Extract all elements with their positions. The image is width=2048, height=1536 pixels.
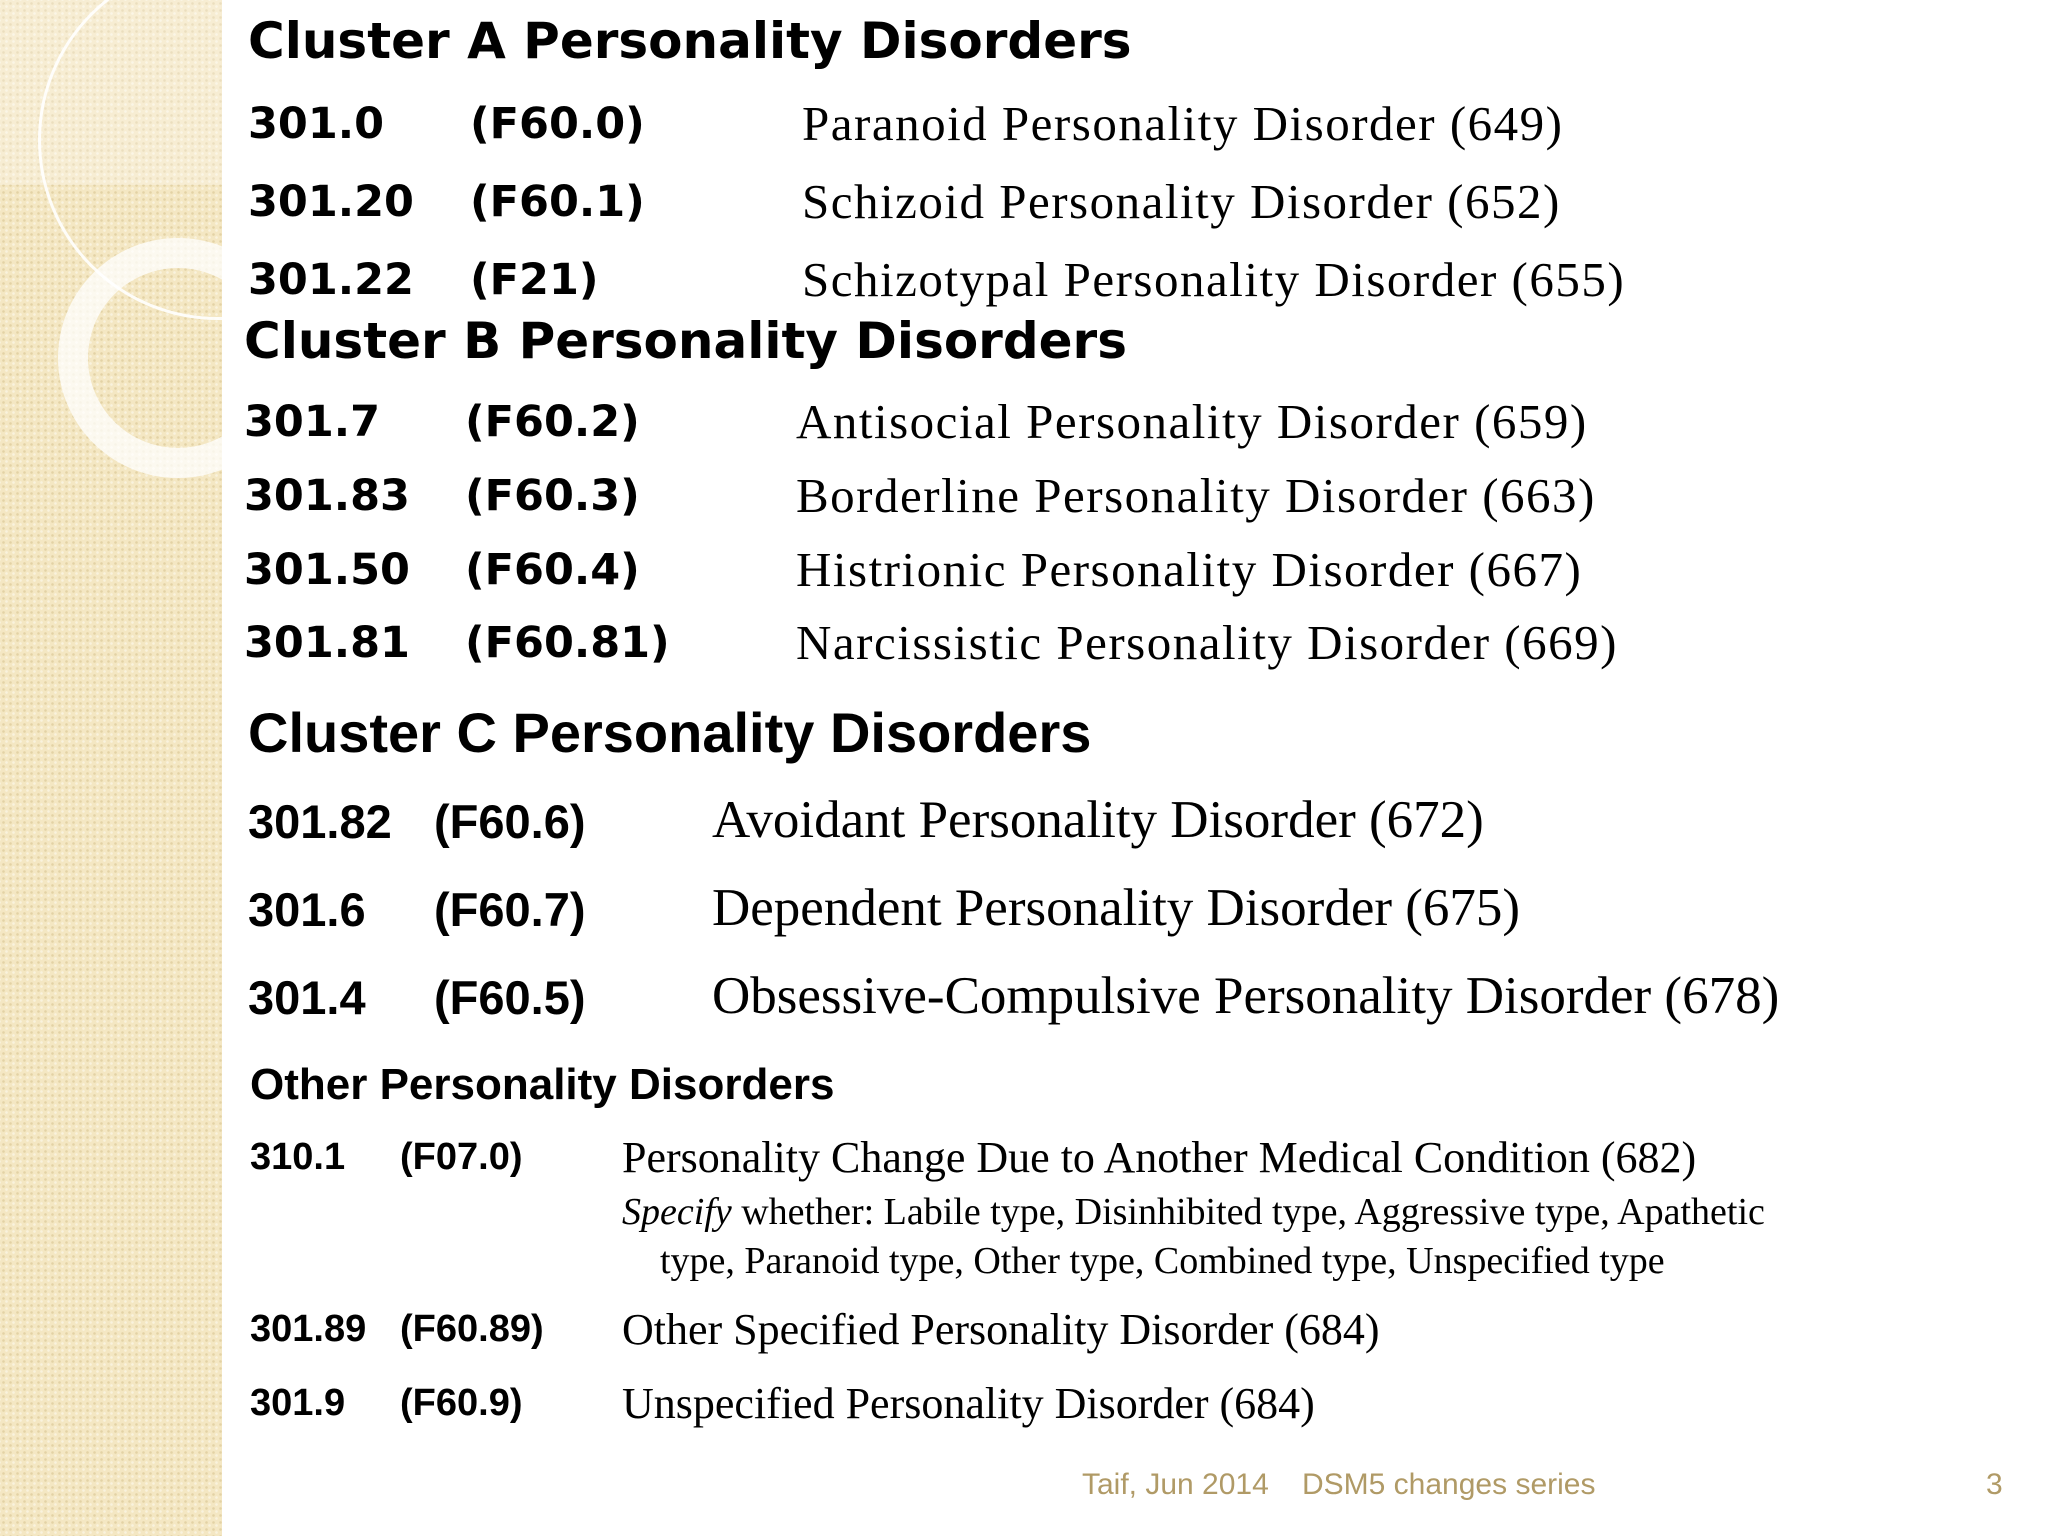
other-disorders-heading: Other Personality Disorders <box>250 1060 835 1109</box>
icd-code: (F60.9) <box>400 1382 523 1424</box>
icd-code: (F21) <box>470 255 599 305</box>
footer-location-date: Taif, Jun 2014 <box>1082 1468 1269 1501</box>
icd-code: (F60.4) <box>465 545 640 595</box>
disorder-name: Avoidant Personality Disorder (672) <box>712 791 1484 849</box>
icd-code: (F60.89) <box>400 1308 544 1350</box>
dsm-code: 301.9 <box>250 1382 346 1424</box>
dsm-code: 301.7 <box>244 397 381 447</box>
icd-code: (F60.6) <box>434 795 586 848</box>
dsm-code: 301.89 <box>250 1308 367 1350</box>
dsm-code: 301.20 <box>248 177 414 227</box>
dsm-code: 301.82 <box>248 795 392 848</box>
dsm-code: 301.50 <box>244 545 410 595</box>
icd-code: (F07.0) <box>400 1136 523 1178</box>
dsm-code: 301.22 <box>248 255 414 305</box>
dsm-code: 301.0 <box>248 99 385 149</box>
dsm-code: 301.83 <box>244 471 410 521</box>
dsm-code: 301.4 <box>248 971 366 1024</box>
dsm-code: 310.1 <box>250 1136 346 1178</box>
icd-code: (F60.81) <box>465 618 670 668</box>
specify-line-2: type, Paranoid type, Other type, Combined type, Unspecified type <box>660 1240 1665 1282</box>
specify-line-1: whether: Labile type, Disinhibited type, Aggressive type, Apathetic <box>731 1191 1765 1233</box>
cluster-b-heading: Cluster B Personality Disorders <box>244 312 1127 370</box>
dsm-code: 301.6 <box>248 883 366 936</box>
cluster-a-heading: Cluster A Personality Disorders <box>248 12 1132 70</box>
icd-code: (F60.1) <box>470 177 645 227</box>
cluster-c-heading: Cluster C Personality Disorders <box>248 701 1092 764</box>
disorder-name: Paranoid Personality Disorder (649) <box>802 96 1564 151</box>
disorder-name: Personality Change Due to Another Medical Condition (682) <box>622 1133 1697 1182</box>
disorder-name: Narcissistic Personality Disorder (669) <box>796 615 1618 670</box>
decorative-ring <box>58 238 222 478</box>
disorder-name: Histrionic Personality Disorder (667) <box>796 542 1583 597</box>
footer-series: DSM5 changes series <box>1302 1468 1596 1501</box>
decorative-sidebar <box>0 0 222 1536</box>
disorder-name: Schizoid Personality Disorder (652) <box>802 174 1561 229</box>
disorder-name: Other Specified Personality Disorder (684) <box>622 1305 1380 1354</box>
disorder-name: Antisocial Personality Disorder (659) <box>796 394 1588 449</box>
icd-code: (F60.0) <box>470 99 645 149</box>
icd-code: (F60.5) <box>434 971 586 1024</box>
footer-page-number: 3 <box>1986 1468 2003 1501</box>
disorder-name: Obsessive-Compulsive Personality Disorder (678) <box>712 967 1780 1025</box>
specify-label: Specify <box>622 1191 732 1233</box>
disorder-name: Borderline Personality Disorder (663) <box>796 468 1596 523</box>
disorder-name: Dependent Personality Disorder (675) <box>712 879 1521 937</box>
icd-code: (F60.7) <box>434 883 586 936</box>
dsm-code: 301.81 <box>244 618 410 668</box>
icd-code: (F60.3) <box>465 471 640 521</box>
disorder-name: Schizotypal Personality Disorder (655) <box>802 252 1626 307</box>
disorder-name: Unspecified Personality Disorder (684) <box>622 1379 1315 1428</box>
specify-note <box>622 1188 1922 1286</box>
slide-content <box>222 0 2048 1536</box>
icd-code: (F60.2) <box>465 397 640 447</box>
